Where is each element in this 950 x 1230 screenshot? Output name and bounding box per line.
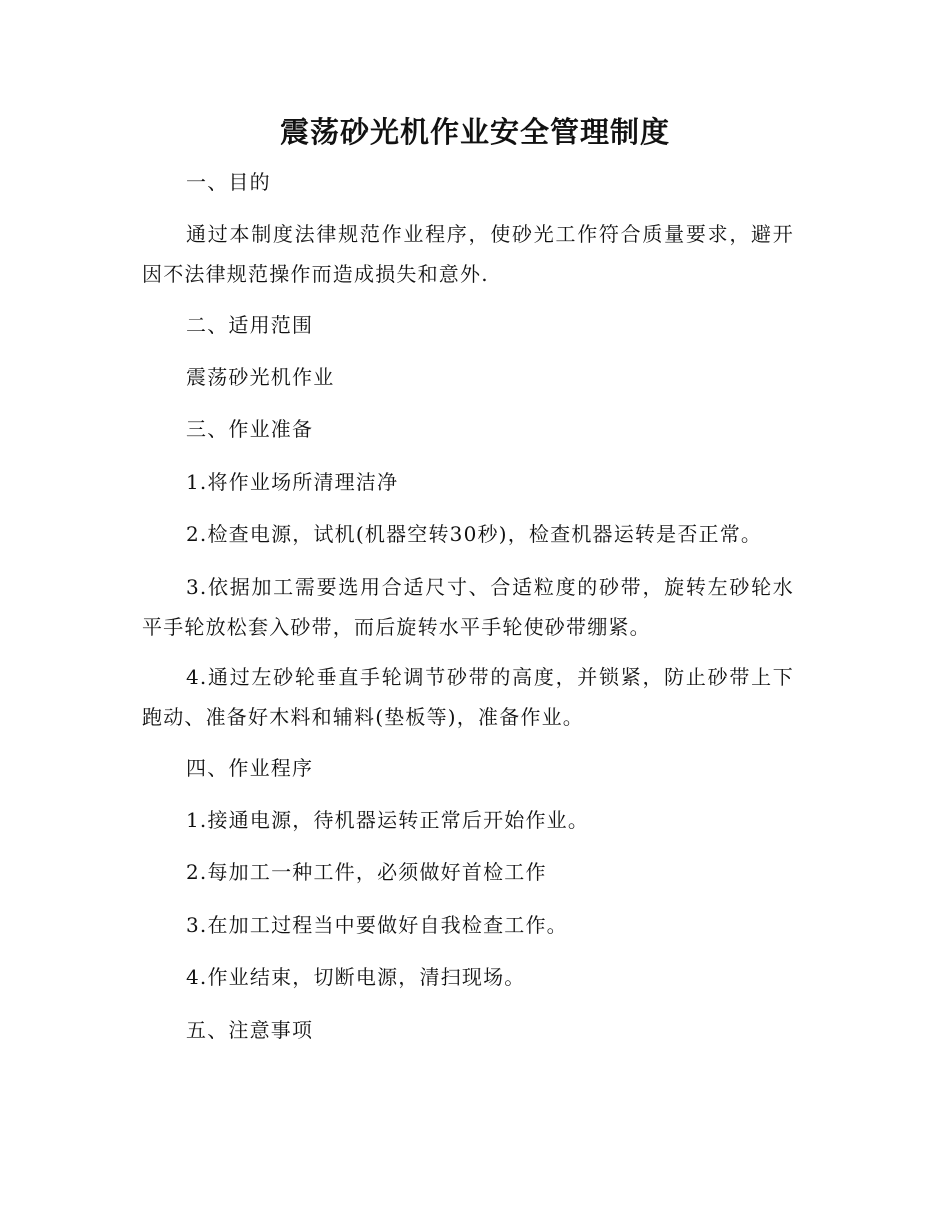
procedure-item-1: 1.接通电源，待机器运转正常后开始作业。 bbox=[186, 808, 590, 832]
procedure-item-2: 2.每加工一种工件，必须做好首检工作 bbox=[186, 860, 547, 884]
preparation-item-1: 1.将作业场所清理洁净 bbox=[186, 470, 399, 494]
preparation-item-3: 3.依据加工需要选用合适尺寸、合适粒度的砂带，旋转左砂轮水平手轮放松套入砂带，而后旋转水平手轮使砂带绷紧。 bbox=[142, 575, 794, 639]
section-heading-procedure: 四、作业程序 bbox=[186, 756, 314, 780]
purpose-paragraph: 通过本制度法律规范作业程序，使砂光工作符合质量要求，避开因不法律规范操作而造成损失和意外. bbox=[142, 222, 794, 286]
scope-paragraph: 震荡砂光机作业 bbox=[186, 365, 335, 389]
preparation-item-4: 4.通过左砂轮垂直手轮调节砂带的高度，并锁紧，防止砂带上下跑动、准备好木料和辅料(垫板等)，准备作业。 bbox=[142, 665, 794, 729]
section-heading-purpose: 一、目的 bbox=[186, 170, 271, 194]
document-title: 震荡砂光机作业安全管理制度 bbox=[279, 115, 670, 149]
section-heading-preparation: 三、作业准备 bbox=[186, 417, 314, 441]
procedure-item-3: 3.在加工过程当中要做好自我检查工作。 bbox=[186, 913, 568, 937]
section-heading-notes: 五、注意事项 bbox=[186, 1018, 314, 1042]
section-heading-scope: 二、适用范围 bbox=[186, 313, 314, 337]
preparation-item-2: 2.检查电源，试机(机器空转30秒)，检查机器运转是否正常。 bbox=[186, 522, 763, 546]
procedure-item-4: 4.作业结束，切断电源，清扫现场。 bbox=[186, 965, 526, 989]
